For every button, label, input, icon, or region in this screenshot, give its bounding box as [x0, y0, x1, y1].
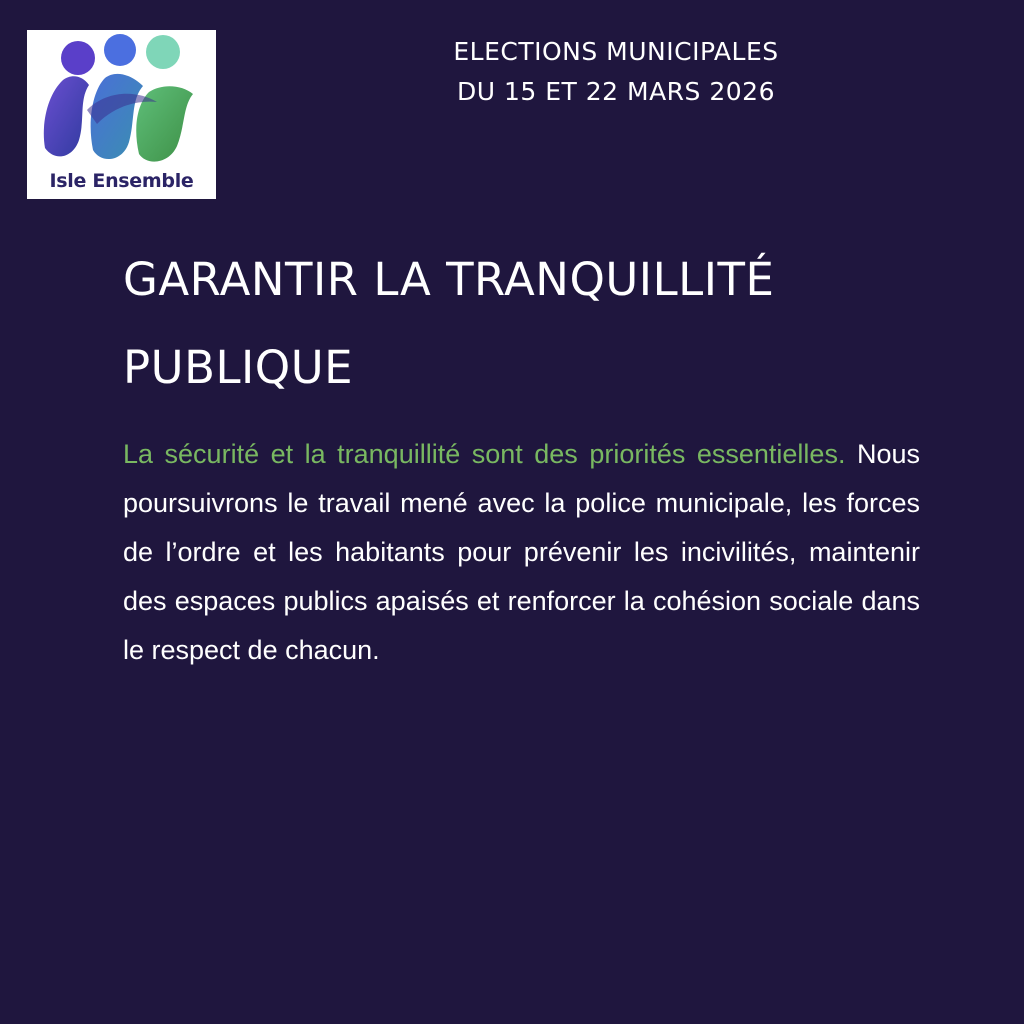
page-title-line-2: PUBLIQUE [123, 341, 354, 394]
logo-label: Isle Ensemble [49, 170, 194, 192]
logo-people-icon [27, 30, 216, 170]
election-dates: DU 15 ET 22 MARS 2026 [456, 77, 775, 106]
election-header [400, 32, 832, 112]
election-title: ELECTIONS MUNICIPALES [453, 37, 779, 66]
page-title-line-1: GARANTIR LA TRANQUILLITÉ [123, 253, 775, 306]
logo [27, 30, 216, 199]
page-title [123, 236, 923, 412]
body-paragraph [123, 430, 920, 675]
body-text: Nous poursuivrons le travail mené avec la police municipale, les forces de l’ordre et les habitants pour prévenir les incivilités, maintenir des espaces publics apaisés et renforcer la cohésion sociale dans le respect de chacun. [123, 439, 920, 665]
body-highlight: La sécurité et la tranquillité sont des priorités essentielles. [123, 439, 846, 469]
